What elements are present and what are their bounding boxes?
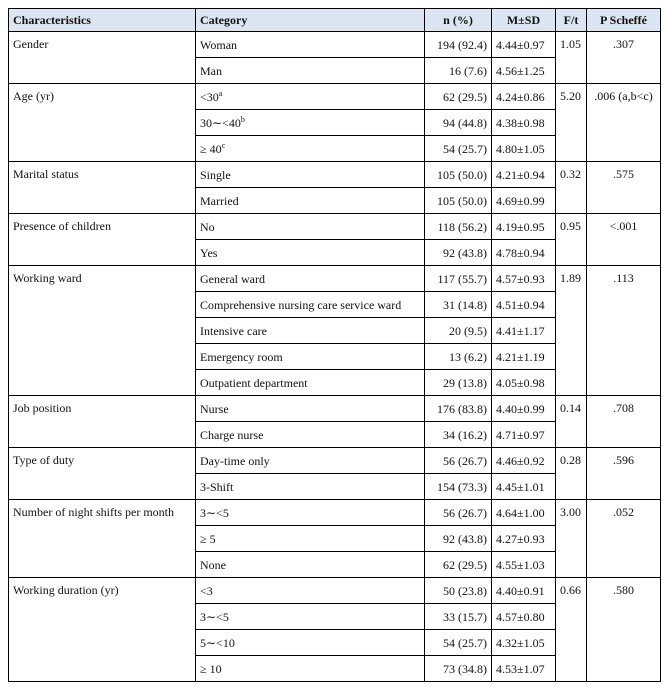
category-cell <box>196 214 425 240</box>
category-label: 30∼<40 <box>200 115 241 130</box>
mean-sd-cell: 4.69±0.99 <box>492 188 556 214</box>
category-cell <box>196 84 425 110</box>
category-cell <box>196 292 425 318</box>
category-label: Nurse <box>200 401 229 416</box>
characteristic-cell: Type of duty <box>9 448 196 500</box>
table-body <box>9 32 661 682</box>
category-label: Single <box>200 167 231 182</box>
f-t-cell: 1.89 <box>556 266 587 396</box>
header-p-scheffe: P Scheffé <box>587 9 661 32</box>
mean-sd-cell: 4.40±0.99 <box>492 396 556 422</box>
category-cell <box>196 604 425 630</box>
header-n-percent: n (%) <box>425 9 492 32</box>
n-percent-cell: 31 (14.8) <box>425 292 492 318</box>
header-row <box>9 9 661 32</box>
table-row <box>9 162 661 188</box>
f-t-cell: 5.20 <box>556 84 587 162</box>
mean-sd-cell: 4.38±0.98 <box>492 110 556 136</box>
n-percent-cell: 176 (83.8) <box>425 396 492 422</box>
category-label: None <box>200 557 226 572</box>
mean-sd-cell: 4.57±0.93 <box>492 266 556 292</box>
table-row <box>9 84 661 110</box>
n-percent-cell: 29 (13.8) <box>425 370 492 396</box>
table-row <box>9 500 661 526</box>
table-row <box>9 448 661 474</box>
p-scheffe-cell: .708 <box>587 396 661 448</box>
table-row <box>9 32 661 58</box>
n-percent-cell: 13 (6.2) <box>425 344 492 370</box>
n-percent-cell: 54 (25.7) <box>425 136 492 162</box>
f-t-cell: 0.95 <box>556 214 587 266</box>
category-cell <box>196 240 425 266</box>
category-cell <box>196 32 425 58</box>
category-cell <box>196 344 425 370</box>
mean-sd-cell: 4.27±0.93 <box>492 526 556 552</box>
p-scheffe-cell: .006 (a,b<c) <box>587 84 661 162</box>
characteristics-table <box>8 8 661 682</box>
mean-sd-cell: 4.57±0.80 <box>492 604 556 630</box>
category-superscript: b <box>240 114 245 124</box>
mean-sd-cell: 4.80±1.05 <box>492 136 556 162</box>
characteristic-cell: Working ward <box>9 266 196 396</box>
characteristic-cell: Job position <box>9 396 196 448</box>
category-label: Day-time only <box>200 453 270 468</box>
category-label: ≥ 5 <box>200 531 216 546</box>
category-cell <box>196 370 425 396</box>
category-cell <box>196 162 425 188</box>
category-label: Emergency room <box>200 349 283 364</box>
n-percent-cell: 105 (50.0) <box>425 162 492 188</box>
f-t-cell: 0.66 <box>556 578 587 682</box>
n-percent-cell: 50 (23.8) <box>425 578 492 604</box>
category-superscript: c <box>221 140 226 150</box>
mean-sd-cell: 4.21±0.94 <box>492 162 556 188</box>
characteristic-cell: Number of night shifts per month <box>9 500 196 578</box>
category-label: ≥ 40 <box>200 141 222 156</box>
p-scheffe-cell: .113 <box>587 266 661 396</box>
mean-sd-cell: 4.05±0.98 <box>492 370 556 396</box>
category-label: 5∼<10 <box>200 635 235 650</box>
characteristic-cell: Gender <box>9 32 196 84</box>
category-cell <box>196 422 425 448</box>
f-t-cell: 3.00 <box>556 500 587 578</box>
mean-sd-cell: 4.46±0.92 <box>492 448 556 474</box>
category-label: No <box>200 219 215 234</box>
mean-sd-cell: 4.56±1.25 <box>492 58 556 84</box>
category-cell <box>196 58 425 84</box>
category-cell <box>196 318 425 344</box>
n-percent-cell: 56 (26.7) <box>425 500 492 526</box>
mean-sd-cell: 4.40±0.91 <box>492 578 556 604</box>
p-scheffe-cell: .596 <box>587 448 661 500</box>
header-category: Category <box>196 9 425 32</box>
p-scheffe-cell: .575 <box>587 162 661 214</box>
n-percent-cell: 194 (92.4) <box>425 32 492 58</box>
mean-sd-cell: 4.41±1.17 <box>492 318 556 344</box>
mean-sd-cell: 4.19±0.95 <box>492 214 556 240</box>
category-cell <box>196 656 425 682</box>
n-percent-cell: 33 (15.7) <box>425 604 492 630</box>
n-percent-cell: 34 (16.2) <box>425 422 492 448</box>
n-percent-cell: 105 (50.0) <box>425 188 492 214</box>
p-scheffe-cell: <.001 <box>587 214 661 266</box>
category-label: Woman <box>200 37 238 52</box>
n-percent-cell: 118 (56.2) <box>425 214 492 240</box>
table-row <box>9 214 661 240</box>
header-mean-sd: M±SD <box>492 9 556 32</box>
category-label: 3-Shift <box>200 479 234 494</box>
characteristic-cell: Age (yr) <box>9 84 196 162</box>
category-label: 3∼<5 <box>200 505 229 520</box>
characteristic-cell: Marital status <box>9 162 196 214</box>
category-label: Charge nurse <box>200 427 264 442</box>
category-superscript: a <box>218 88 223 98</box>
n-percent-cell: 62 (29.5) <box>425 552 492 578</box>
mean-sd-cell: 4.53±1.07 <box>492 656 556 682</box>
n-percent-cell: 16 (7.6) <box>425 58 492 84</box>
p-scheffe-cell: .052 <box>587 500 661 578</box>
p-scheffe-cell: .580 <box>587 578 661 682</box>
category-label: <3 <box>200 583 213 598</box>
table-row <box>9 266 661 292</box>
f-t-cell: 0.28 <box>556 448 587 500</box>
mean-sd-cell: 4.78±0.94 <box>492 240 556 266</box>
n-percent-cell: 20 (9.5) <box>425 318 492 344</box>
n-percent-cell: 94 (44.8) <box>425 110 492 136</box>
category-cell <box>196 474 425 500</box>
category-label: Married <box>200 193 239 208</box>
category-cell <box>196 110 425 136</box>
f-t-cell: 0.32 <box>556 162 587 214</box>
f-t-cell: 0.14 <box>556 396 587 448</box>
mean-sd-cell: 4.44±0.97 <box>492 32 556 58</box>
category-cell <box>196 500 425 526</box>
category-cell <box>196 396 425 422</box>
category-label: Man <box>200 63 222 78</box>
f-t-cell: 1.05 <box>556 32 587 84</box>
n-percent-cell: 56 (26.7) <box>425 448 492 474</box>
category-label: Outpatient department <box>200 375 308 390</box>
mean-sd-cell: 4.71±0.97 <box>492 422 556 448</box>
header-characteristics: Characteristics <box>9 9 196 32</box>
category-cell <box>196 526 425 552</box>
n-percent-cell: 92 (43.8) <box>425 526 492 552</box>
category-label: Yes <box>200 245 218 260</box>
table-row <box>9 396 661 422</box>
table-container <box>8 8 661 682</box>
p-scheffe-cell: .307 <box>587 32 661 84</box>
category-label: <30 <box>200 89 219 104</box>
category-label: Intensive care <box>200 323 267 338</box>
n-percent-cell: 117 (55.7) <box>425 266 492 292</box>
category-cell <box>196 630 425 656</box>
category-cell <box>196 448 425 474</box>
mean-sd-cell: 4.21±1.19 <box>492 344 556 370</box>
category-cell <box>196 552 425 578</box>
mean-sd-cell: 4.32±1.05 <box>492 630 556 656</box>
header-f-t: F/t <box>556 9 587 32</box>
category-cell <box>196 578 425 604</box>
category-label: ≥ 10 <box>200 661 222 676</box>
category-cell <box>196 136 425 162</box>
table-row <box>9 578 661 604</box>
table-header <box>9 9 661 32</box>
n-percent-cell: 154 (73.3) <box>425 474 492 500</box>
characteristic-cell: Working duration (yr) <box>9 578 196 682</box>
category-label: Comprehensive nursing care service ward <box>200 297 402 312</box>
mean-sd-cell: 4.51±0.94 <box>492 292 556 318</box>
n-percent-cell: 62 (29.5) <box>425 84 492 110</box>
characteristic-cell: Presence of children <box>9 214 196 266</box>
n-percent-cell: 92 (43.8) <box>425 240 492 266</box>
category-label: General ward <box>200 271 265 286</box>
n-percent-cell: 54 (25.7) <box>425 630 492 656</box>
category-cell <box>196 188 425 214</box>
n-percent-cell: 73 (34.8) <box>425 656 492 682</box>
mean-sd-cell: 4.45±1.01 <box>492 474 556 500</box>
category-cell <box>196 266 425 292</box>
mean-sd-cell: 4.24±0.86 <box>492 84 556 110</box>
mean-sd-cell: 4.55±1.03 <box>492 552 556 578</box>
mean-sd-cell: 4.64±1.00 <box>492 500 556 526</box>
category-label: 3∼<5 <box>200 609 229 624</box>
